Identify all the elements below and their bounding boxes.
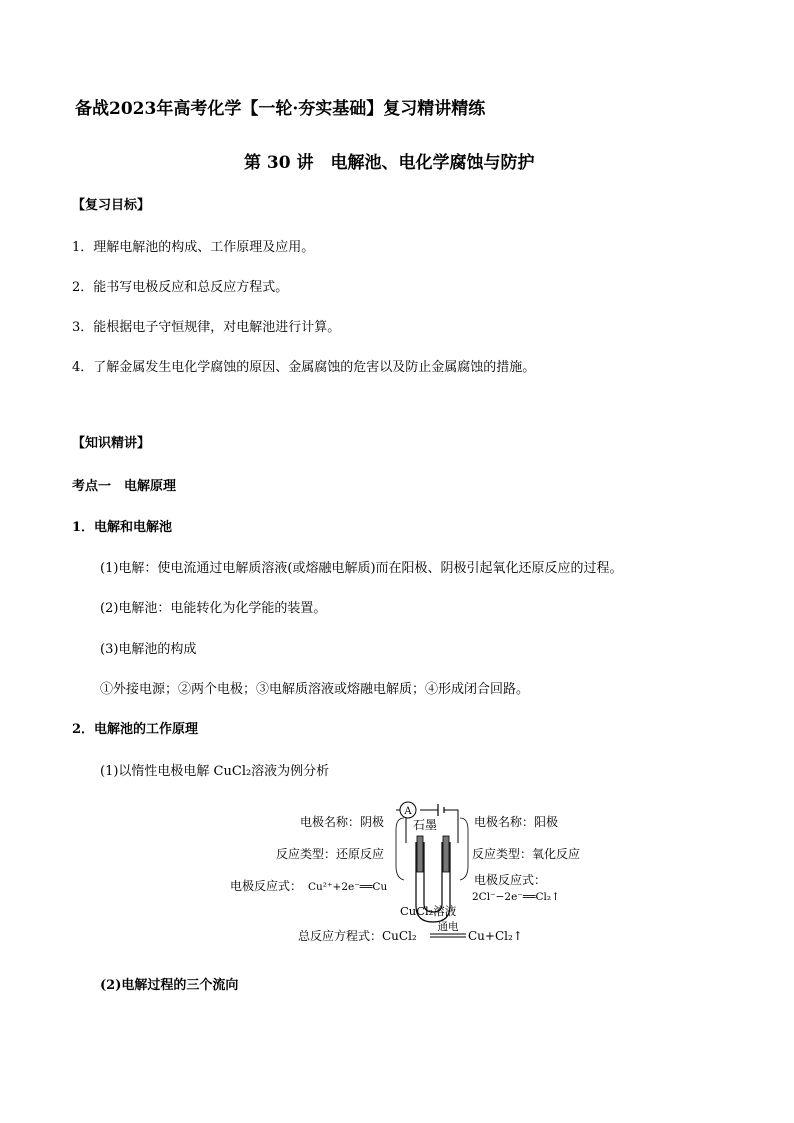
cathode-name: 电极名称：阴极 [300,815,385,829]
anode-reaction-type: 反应类型：氧化反应 [472,847,581,861]
electrode-label: 石墨 [413,818,438,832]
cathode-equation: Cu²⁺+2e⁻══Cu [308,881,388,893]
anode-electrode [443,836,449,872]
review-item-1: 1．理解电解池的构成、工作原理及应用。 [72,240,315,255]
left-bracket [396,818,404,880]
section-1-para-2: (2)电解池：电能转化为化学能的装置。 [100,601,327,616]
right-bracket [460,818,468,880]
u-tube-inner [424,842,442,912]
section-1-para-1: (1)电解：使电流通过电解质溶液(或熔融电解质)而在阳极、阴极引起氧化还原反应的过程。 [100,561,623,576]
cathode-equation-label: 电极反应式： [230,879,303,893]
review-item-4: 4．了解金属发生电化学腐蚀的原因、金属腐蚀的危害以及防止金属腐蚀的措施。 [72,360,536,375]
review-heading: 【复习目标】 [72,198,151,213]
review-item-2: 2．能书写电极反应和总反应方程式。 [72,280,289,295]
cathode-reaction-type: 反应类型：还原反应 [276,847,385,861]
section-2-title: 2．电解池的工作原理 [72,722,199,737]
ammeter-label: A [404,806,412,817]
solution-label: CuCl₂溶液 [400,904,457,918]
point-1-title: 考点一 电解原理 [72,479,177,494]
section-1-para-4: ①外接电源；②两个电极；③电解质溶液或熔融电解质；④形成闭合回路。 [100,682,530,697]
lecture-title: 第 30 讲 电解池、电化学腐蚀与防护 [244,153,535,173]
cathode-electrode [417,836,423,872]
section-2-para-2: (2)电解过程的三个流向 [100,978,239,993]
knowledge-heading: 【知识精讲】 [72,436,151,451]
document-title: 备战2023年高考化学【一轮·夯实基础】复习精讲精练 [75,99,486,119]
electrolysis-diagram [228,794,608,954]
section-1-para-3: (3)电解池的构成 [100,642,197,657]
section-1-title: 1．电解和电解池 [72,520,173,535]
reaction-condition: 通电 [437,921,459,933]
total-products: Cu+Cl₂↑ [468,929,523,943]
review-item-3: 3．能根据电子守恒规律，对电解池进行计算。 [72,320,341,335]
total-equation-label: 总反应方程式：CuCl₂ [298,929,417,943]
section-2-para-1: (1)以惰性电极电解 CuCl₂溶液为例分析 [100,764,330,779]
anode-equation-label: 电极反应式： [474,873,547,887]
anode-equation: 2Cl⁻−2e⁻══Cl₂↑ [472,891,560,903]
anode-name: 电极名称：阳极 [474,815,559,829]
